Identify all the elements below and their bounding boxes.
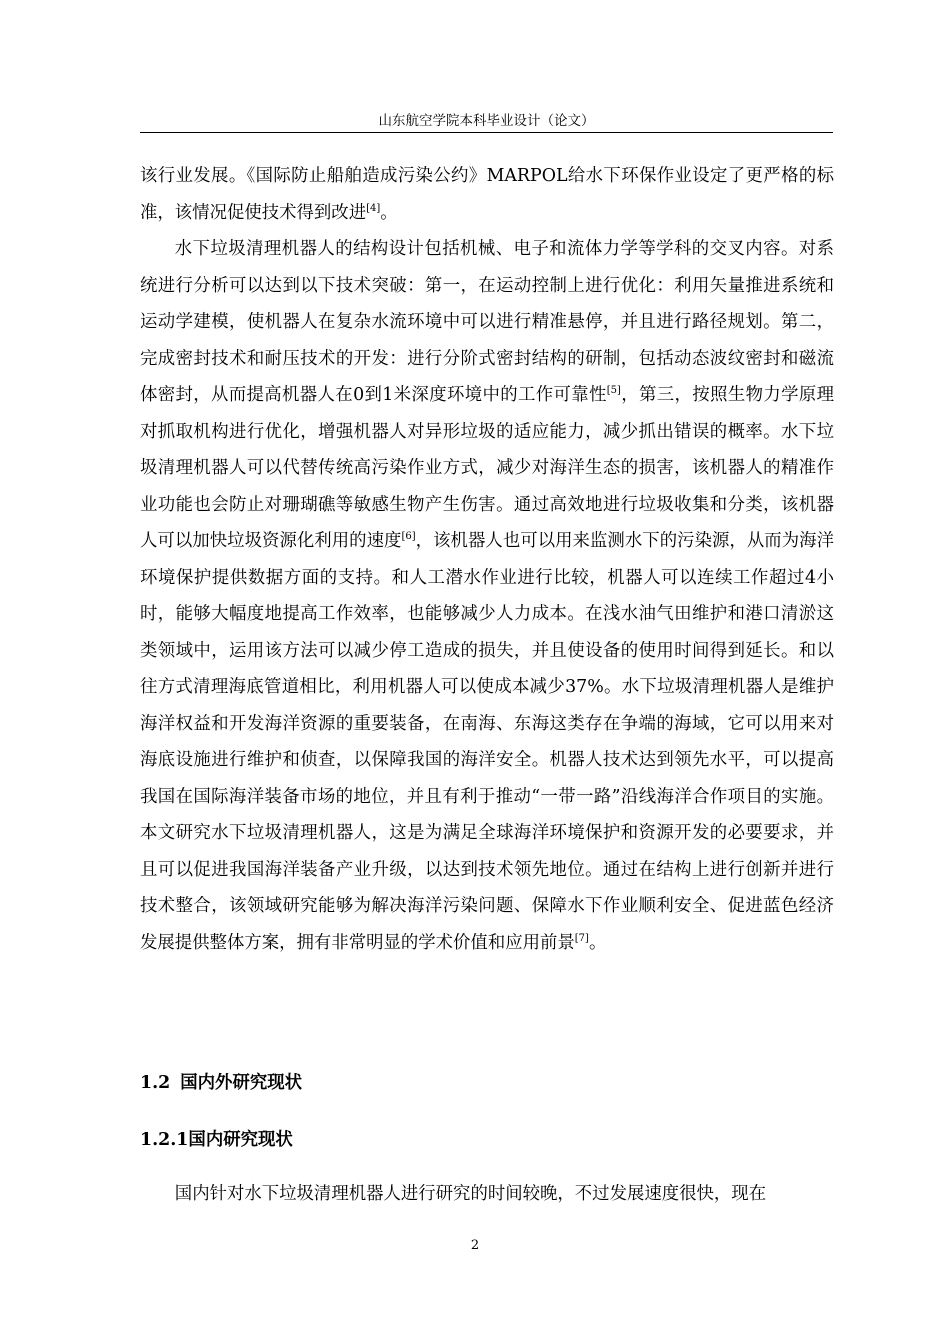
page-number: 2 <box>470 1238 480 1253</box>
paragraph-text: 国内针对水下垃圾清理机器人进行研究的时间较晚，不过发展速度很快，现在 <box>174 1184 767 1204</box>
paragraph-text: 。 <box>380 202 398 223</box>
paragraph-text: 水下垃圾清理机器人的结构设计包括机械、电子和流体力学等学科的交叉内容。对系统进行分析可以达到以下技术突破：第一，在运动控制上进行优化：利用矢量推进系统和运动学建模，使机器人在复杂水流环境中可以进行精准悬停，并且进行路径规划。第二，完成密封技术和耐压技术的开发：进行分阶式密封结构的研制，包括动态波纹密封和磁流体密封，从而提高机器人在0到1米深度环境中的工作可靠性 <box>140 239 834 405</box>
paragraph-continuation <box>140 158 834 231</box>
paragraph-text: ，第三，按照生物力学原理对抓取机构进行优化，增强机器人对异形垃圾的适应能力，减少抓出错误的概率。水下垃圾清理机器人可以代替传统高污染作业方式，减少对海洋生态的损害，该机器人的精准作业功能也会防止对珊瑚礁等敏感生物产生伤害。通过高效地进行垃圾收集和分类，该机器人可以加快垃圾资源化利用的速度 <box>140 385 834 551</box>
citation: [6] <box>401 531 416 542</box>
paragraph-text: 。 <box>588 932 607 953</box>
citation: [5] <box>606 385 621 396</box>
page-header <box>140 114 833 133</box>
section-heading-1-2-1 <box>140 1125 293 1150</box>
citation: [4] <box>366 202 381 214</box>
section-title: 国内外研究现状 <box>180 1073 303 1093</box>
paragraph-domestic-research <box>140 1176 834 1213</box>
section-heading-1-2 <box>140 1068 302 1093</box>
section-number: 1.2 <box>140 1073 171 1093</box>
citation: [7] <box>574 932 589 944</box>
paragraph-text: 该行业发展。《国际防止船舶造成污染公约》MARPOL给水下环保作业设定了更严格的标准，该情况促使技术得到改进 <box>140 166 834 223</box>
section-title: 国内研究现状 <box>188 1130 293 1150</box>
paragraph-text: ，该机器人也可以用来监测水下的污染源，从而为海洋环境保护提供数据方面的支持。和人工潜水作业进行比较，机器人可以连续工作超过4小时，能够大幅度地提高工作效率，也能够减少人力成本。在浅水油气田维护和港口清淤这类领域中，运用该方法可以减少停工造成的损失，并且使设备的使用时间得到延长。和以往方式清理海底管道相比，利用机器人可以使成本减少37%。水下垃圾清理机器人是维护海洋权益和开发海洋资源的重要装备，在南海、东海这类存在争端的海域，它可以用来对海底设施进行维护和侦查，以保障我国的海洋安全。机器人技术达到领先水平，可以提高我国在国际海洋装备市场的地位，并且有利于推动“一带一路”沿线海洋合作项目的实施。本文研究水下垃圾清理机器人，这是为满足全球海洋环境保护和资源开发的必要要求，并且可以促进我国海洋装备产业升级，以达到技术领先地位。通过在结构上进行创新并进行技术整合，该领域研究能够为解决海洋污染问题、保障水下作业顺利安全、促进蓝色经济发展提供整体方案，拥有非常明显的学术价值和应用前景 <box>140 531 834 953</box>
header-title: 山东航空学院本科毕业设计（论文） <box>378 113 595 129</box>
paragraph-main <box>140 231 834 961</box>
body-text <box>140 158 834 961</box>
section-number: 1.2.1 <box>140 1130 189 1150</box>
